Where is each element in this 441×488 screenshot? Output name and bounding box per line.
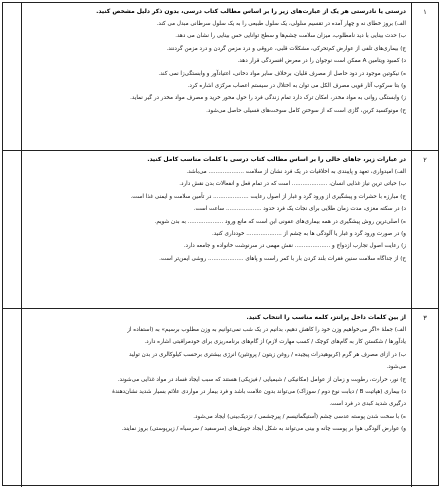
- statement-line: ح) مونوکسید کربن، گازی است که از سوختن کامل سوخت‌های فسیلی حاصل می‌شود.: [206, 107, 406, 114]
- statement-line: و) بتا سرکوب آثار قویی مصرف الکل می توان به اختلال در سیستم اعصاب مرکزی اشاره کرد.: [187, 83, 406, 90]
- statement-line: ه) نیکوتین موجود در دود حاصل از مصرف قلیان، برخلاف سایر مواد دخانی، اعتیادآور و وابستگی‌زا نمی کند.: [158, 70, 406, 77]
- question-number-2: ۲: [423, 156, 427, 164]
- score-cell-1: [3, 3, 22, 150]
- statement-line: د) کمبود ویتامین A ممکن است نوجوان را در معرض افسردگی قرار دهد.: [237, 58, 406, 65]
- choice-line: الف) جملهٔ «اگر می‌خواهیم وزن خود را کاهش دهیم، بدانیم در یک شب نمی‌توانیم به وزن مطلوب برسیم» به (استفاده از: [127, 327, 406, 333]
- question-section-3: [3, 309, 438, 487]
- question-section-2: [3, 151, 438, 309]
- fill-blank-line: و) در صورت ورود گرد و غبار یا آلودگی ها به چشم از .................... خودداری کنید.: [211, 231, 406, 238]
- fill-blank-line: الف) امیدواری، تعهد و پایبندی به اخلاقیات در یک فرد نشان از سلامت .................... می‌باشد.: [186, 169, 406, 175]
- fill-blank-line: ه) اصلی‌ترین روش پیشگیری در همه بیماری‌های عفونی این است که مانع ورود .................... به بدن شویم.: [154, 218, 406, 225]
- question-content-3: [21, 309, 412, 487]
- statement-line: ب) حدت بینایی با دید نامطلوب، میزان سلامت چشم‌ها و سطح توانایی حس بینایی را نشان می دهد.: [175, 33, 406, 40]
- choice-line: و) عوارض آلودگی هوا بر پوست چانه و بینی می‌تواند به شکل ایجاد جوش‌های (سرسفید / سرسیاه / زیرپوستی) بروز نمایند.: [121, 426, 406, 433]
- choice-line: درگیری شدید کبدی در فرد است.: [329, 401, 406, 408]
- score-cell-2: [3, 151, 22, 308]
- statement-line: ج) بیماری‌های تلفی از عوارض کم‌تحرکی، مشکلات قلبی، عروقی و درد مزمن گردن و درد مزمن گردنند.: [166, 45, 406, 52]
- choice-line: ه) با سخت شدن پوسته عدسی چشم (آستیگماتیسم / پیرچشمی / نزدیک‌بینی) ایجاد می‌شود.: [193, 413, 406, 420]
- fill-blank-line: ح) از جداگاه سلامت سنین فقرات بلند کردن بار با کمر راست و پاهای .................... روشی ایمن‌تر است.: [159, 255, 406, 262]
- statement-line: الف) بروز خطای نه و چهار آمده در تقسیم سلولی، یک سلول طبیعی را به یک سلول سرطانی مبدل می کند.: [156, 21, 406, 27]
- choice-line: یادآورها / شکستن کار به گام‌های کوچک / کسب مهارت لازم) از گام‌های برنامه‌ریزی برای خودمراقبتی اشاره دارد.: [144, 339, 406, 346]
- question-number-1: ۱: [423, 8, 427, 16]
- fill-blank-line: ز) رعایت اصول تجارب ازدواج و .................... نقش مهمی در سرنوشت خانواده و جامعه دارد.: [183, 243, 406, 250]
- question-instruction-3: از بین کلمات داخل پرانتز، کلمه مناسب را انتخاب کنید.: [246, 314, 406, 321]
- score-cell-3: [3, 309, 22, 487]
- choice-line: د) بیماری (هپاتیت B / دیابت نوع دوم / سوزاک) می‌تواند بدون علامت باشد و فرد بیمار در مواردی علائم بسیار شدید نشان‌دهندهٔ: [112, 389, 406, 396]
- statement-line: ز) وابستگی روانی به مواد مخدر، امکان ترک دارد تمام زندگی فرد را حول محور خرید و مصرف مواد مخدر در گیر نماید.: [130, 95, 406, 102]
- choice-line: می‌شود.: [386, 364, 406, 371]
- question-content-1: [21, 3, 412, 150]
- question-section-1: [3, 3, 438, 151]
- question-instruction-1: درستی یا نادرستی هر یک از عبارت‌های زیر را بر اساس مطالب کتاب درسی، بدون ذکر دلیل مشخص کنید.: [96, 8, 406, 15]
- question-number-3: ۳: [423, 314, 427, 322]
- fill-blank-line: ب) حیاتی ترین نیاز غذایی انسان، .................... است که در تمام فعل و انفعالات بدن نقش دارد.: [179, 181, 406, 188]
- question-content-2: [21, 151, 412, 308]
- exam-sheet: [2, 2, 439, 486]
- question-instruction-2: در عبارات زیر، جاهای خالی را بر اساس مطالب کتاب درسی با کلمات مناسب کامل کنید.: [147, 156, 406, 163]
- choice-line: ج) نور، حرارت، رطوبت و زمان از عوامل (مکانیکی / شیمیایی / فیزیکی) هستند که سبب ایجاد فساد در مواد غذایی می‌شوند.: [117, 376, 406, 383]
- fill-blank-line: د) در سکته مغزی، مدت زمان طلایی برای نجات یک فرد حدود .................... ساعت است.: [193, 206, 406, 213]
- choice-line: ب) در ازای مصرف هر گرم (کربوهیدرات پیچیده / روغن زیتون / پروتئین) انرژی بیشتری برحسب کیلوکالری در بدن تولید: [129, 351, 406, 358]
- fill-blank-line: ج) مبارزه با حشرات و پیشگیری از ورود گرد و غبار از اصول رعایت .................... در تأمین سلامت و ایمنی غذا است.: [130, 193, 406, 200]
